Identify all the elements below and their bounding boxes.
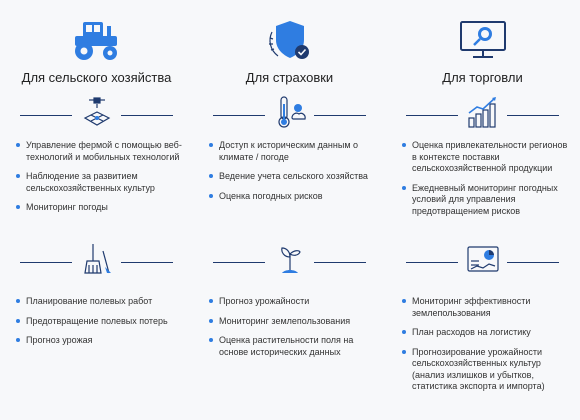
column-title: Для страховки (245, 70, 334, 85)
section-divider (20, 106, 173, 124)
thermometer-weather-icon (272, 94, 308, 130)
shield-check-icon (264, 18, 316, 62)
column-title: Для торговли (442, 70, 523, 85)
list-item: Управление фермой с помощью веб-технологий и мобильных технологий (16, 140, 188, 163)
list-item: Прогноз урожая (16, 335, 188, 347)
section-divider (406, 106, 559, 124)
section-divider (213, 106, 366, 124)
list-item: Оценка погодных рисков (209, 191, 381, 203)
list-item: Прогнозирование урожайности сельскохозяйственных культур (анализ излишков и убытков, статистика экспорта и импорта) (402, 347, 574, 393)
tractor-icon (71, 18, 123, 62)
broom-rake-icon (79, 241, 115, 277)
list-item: Прогноз урожайности (209, 296, 381, 308)
list-item: Ведение учета сельского хозяйства (209, 171, 381, 183)
dashboard-chart-icon (465, 241, 501, 277)
feature-list (209, 296, 381, 366)
list-item: Мониторинг эффективности землепользования (402, 296, 574, 319)
list-item: Наблюдение за развитием сельскохозяйственных культур (16, 171, 188, 194)
column-trade (386, 0, 579, 420)
list-item: Планирование полевых работ (16, 296, 188, 308)
feature-list (402, 296, 574, 401)
feature-list (16, 296, 188, 355)
column-insurance (193, 0, 386, 420)
column-title: Для сельского хозяйства (21, 70, 172, 85)
section-divider (213, 253, 366, 271)
feature-list (209, 140, 381, 210)
column-agriculture (0, 0, 193, 420)
sprout-icon (272, 241, 308, 277)
list-item: Оценка привлекательности регионов в контексте поставки сельскохозяйственной продукции (402, 140, 574, 175)
list-item: Оценка растительности поля на основе исторических данных (209, 335, 381, 358)
list-item: Мониторинг землепользования (209, 316, 381, 328)
bar-chart-growth-icon (465, 94, 501, 130)
feature-list (402, 140, 574, 225)
list-item: Доступ к историческим данным о климате / погоде (209, 140, 381, 163)
list-item: Предотвращение полевых потерь (16, 316, 188, 328)
feature-list (16, 140, 188, 222)
list-item: Мониторинг погоды (16, 202, 188, 214)
list-item: План расходов на логистику (402, 327, 574, 339)
drone-field-icon (79, 94, 115, 130)
section-divider (20, 253, 173, 271)
list-item: Ежедневный мониторинг погодных условий для управления предотвращением рисков (402, 183, 574, 218)
monitor-search-icon (457, 18, 509, 62)
section-divider (406, 253, 559, 271)
